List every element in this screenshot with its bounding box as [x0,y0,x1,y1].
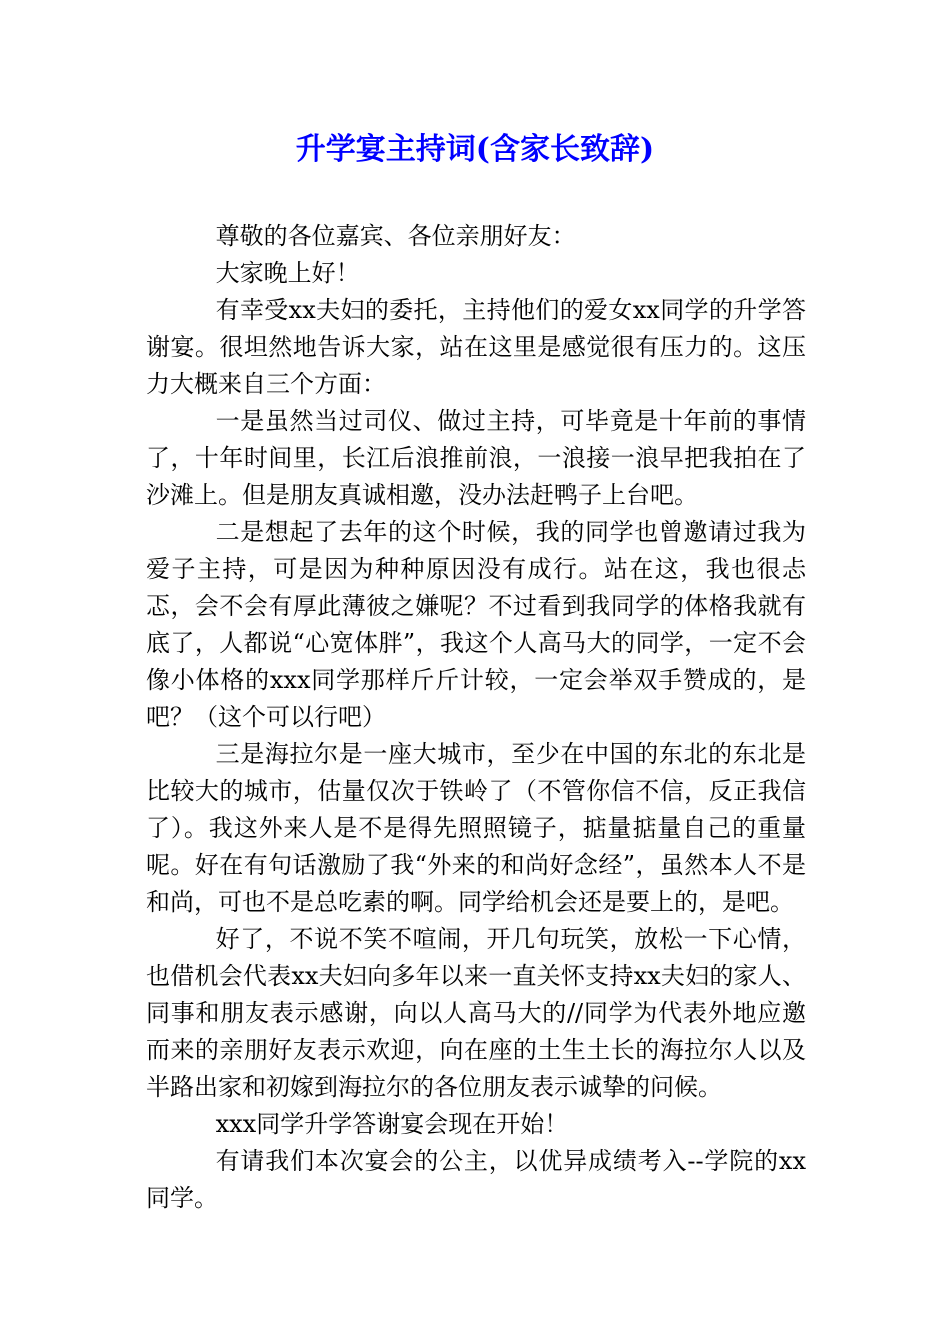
paragraph-intro: 有幸受xx夫妇的委托，主持他们的爱女xx同学的升学答谢宴。很坦然地告诉大家，站在这里是感觉很有压力的。这压力大概来自三个方面： [146,296,806,398]
paragraph-thanks: 好了，不说不笑不喧闹，开几句玩笑，放松一下心情，也借机会代表xx夫妇向多年以来一直关怀支持xx夫妇的家人、同事和朋友表示感谢，向以人高马大的//同学为代表外地应邀而来的亲朋好友表示欢迎，向在座的土生土长的海拉尔人以及半路出家和初嫁到海拉尔的各位朋友表示诚挚的问候。 [146,925,806,1101]
paragraph-reason-one: 一是虽然当过司仪、做过主持，可毕竟是十年前的事情了，十年时间里，长江后浪推前浪，一浪接一浪早把我拍在了沙滩上。但是朋友真诚相邀，没办法赶鸭子上台吧。 [146,407,806,509]
paragraph-opening: xxx同学升学答谢宴会现在开始！ [215,1110,569,1138]
document-title: 升学宴主持词(含家长致辞) [295,132,655,167]
paragraph-reason-two: 二是想起了去年的这个时候，我的同学也曾邀请过我为爱子主持，可是因为种种原因没有成行。站在这，我也很忐忑，会不会有厚此薄彼之嫌呢？不过看到我同学的体格我就有底了，人都说“心宽体胖”，我这个人高马大的同学，一定不会像小体格的xxx同学那样斤斤计较，一定会举双手赞成的，是吧？（这个可以行吧） [146,518,806,731]
paragraph-reason-three: 三是海拉尔是一座大城市，至少在中国的东北的东北是比较大的城市，估量仅次于铁岭了（不管你信不信，反正我信了）。我这外来人是不是得先照照镜子，掂量掂量自己的重量呢。好在有句话激励了我“外来的和尚好念经”，虽然本人不是和尚，可也不是总吃素的啊。同学给机会还是要上的，是吧。 [146,740,806,916]
paragraph-greeting: 大家晚上好！ [215,259,360,287]
paragraph-invitation: 有请我们本次宴会的公主，以优异成绩考入--学院的xx同学。 [146,1147,806,1212]
paragraph-salutation: 尊敬的各位嘉宾、各位亲朋好友： [215,222,576,250]
document-body [146,218,806,1217]
